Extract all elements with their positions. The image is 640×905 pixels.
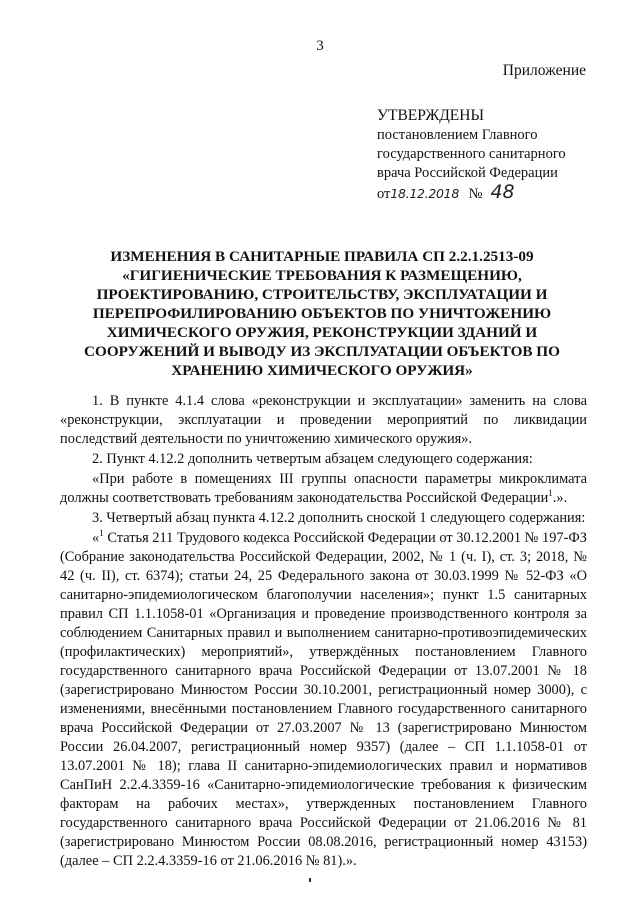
paragraph-3-end: .». xyxy=(552,490,568,506)
document-title: ИЗМЕНЕНИЯ В САНИТАРНЫЕ ПРАВИЛА СП 2.2.1.2513-09 «ГИГИЕНИЧЕСКИЕ ТРЕБОВАНИЯ К РАЗМЕЩЕНИЮ, ПРОЕКТИРОВАНИЮ, СТРОИТЕЛЬСТВУ, ЭКСПЛУАТАЦИИ И ПЕРЕПРОФИЛИРОВАНИЮ ОБЪЕКТОВ ПО УНИЧТОЖЕНИЮ ХИМИЧЕСКОГО ОРУЖИЯ, РЕКОНСТРУКЦИИ ЗДАНИЙ И СООРУЖЕНИЙ И ВЫВОДУ ИЗ ЭКСПЛУАТАЦИИ ОБЪЕКТОВ ПО ХРАНЕНИЮ ХИМИЧЕСКОГО ОРУЖИЯ» xyxy=(84,248,560,379)
footnote-text: Статья 211 Трудового кодекса Российской Федерации от 30.12.2001 № 197-ФЗ (Собрание законодательства Российской Федерации, 2002, № 1 (ч. I), ст. 3; 2018, № 42 (ч. II), ст. 6374); статьи 24, 25 Федерального закона от 30.03.1999 № 52-ФЗ «О санитарно-эпидемиологическом благополучии населения»; пункт 1.5 санитарных правил СП 1.1.1058-01 «Организация и проведение производственного контроля за соблюдением Санитарных правил и выполнением санитарно-противоэпидемических (профилактических) мероприятий», утверждённых постановлением Главного государственного санитарного врача Российской Федерации от 13.07.2001 № 18 (зарегистрировано Минюстом России 30.10.2001, регистрационный номер 3000), с изменениями, внесёнными постановлением Главного государственного санитарного врача Российской Федерации от 27.03.2007 № 13 (зарегистрировано Минюстом России 26.04.2007, регистрационный номер 9357) (далее – СП 1.1.1058-01 от 13.07.2001 № 18); глава II санитарно-эпидемиологических правил и нормативов СанПиН 2.2.4.3359-16 «Санитарно-эпидемиологические требования к физическим факторам на рабочих местах», утвержденных постановлением Главного государственного санитарного врача Российской Федерации от 21.06.2016 № 81 (зарегистрировано Минюстом России 08.08.2016, регистрационный номер 43153) (далее – СП 2.2.4.3359-16 от 21.06.2016 № 81).». xyxy=(60,530,587,869)
paragraph-2: 2. Пункт 4.12.2 дополнить четвертым абзацем следующего содержания: xyxy=(92,451,533,467)
date-prefix: от xyxy=(377,186,391,202)
footnote-marker: 1 xyxy=(99,528,104,539)
footnote-marker: 1 xyxy=(548,488,553,499)
approval-line: врача Российской Федерации xyxy=(377,165,558,181)
handwritten-date: 18.12.2018 xyxy=(390,186,459,201)
paragraph-4: 3. Четвертый абзац пункта 4.12.2 дополнить сноской 1 следующего содержания: xyxy=(92,510,586,526)
approval-block xyxy=(377,106,607,204)
handwritten-number: 48 xyxy=(490,181,515,203)
quote-open: « xyxy=(92,530,100,546)
approval-line: государственного санитарного xyxy=(377,146,566,162)
paragraph-3-text: «При работе в помещениях III группы опасности параметры микроклимата должны соответствовать требованиям законодательства Российской Федерации xyxy=(60,471,587,506)
approval-line: постановлением Главного xyxy=(377,127,538,143)
number-prefix: № xyxy=(468,186,483,202)
approval-date-line xyxy=(377,183,607,204)
paragraph-5-footnote xyxy=(60,529,587,871)
paragraph-3 xyxy=(60,470,587,508)
approval-heading: УТВЕРЖДЕНЫ xyxy=(377,107,484,124)
appendix-label: Приложение xyxy=(502,62,586,79)
paragraph-1: 1. В пункте 4.1.4 слова «реконструкции и эксплуатации» заменить на слова «реконструкции, эксплуатации и проведении мероприятий по ликвидации последствий деятельности по уничтожению химического оружия». xyxy=(60,393,587,447)
document-body xyxy=(60,392,587,872)
scan-speck xyxy=(309,878,311,882)
page-number: 3 xyxy=(316,38,324,54)
